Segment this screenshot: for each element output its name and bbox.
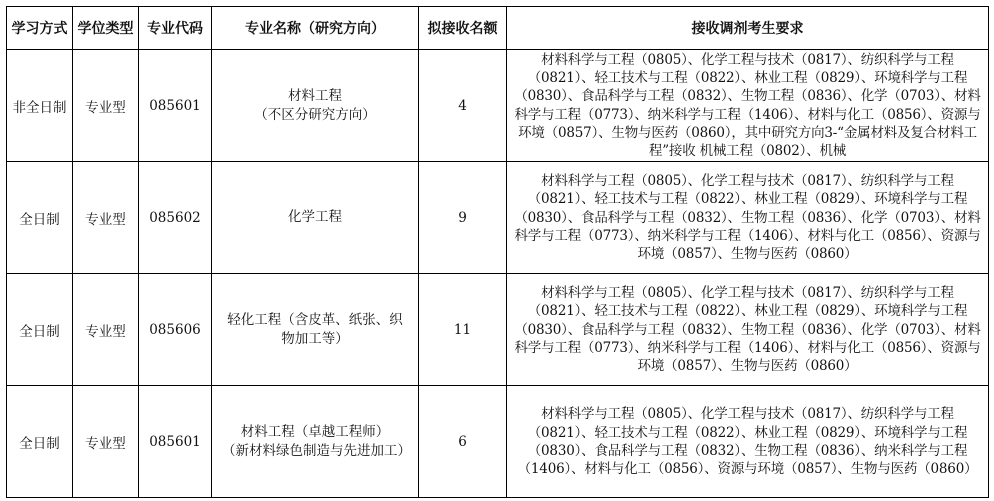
cell-code: 085601 xyxy=(139,50,212,162)
cell-major-name xyxy=(212,386,419,498)
cell-quota: 9 xyxy=(419,162,507,274)
cell-degree-type: 专业型 xyxy=(73,50,139,162)
header-row xyxy=(7,7,989,50)
cell-code: 085606 xyxy=(139,274,212,386)
cell-mode: 全日制 xyxy=(7,386,73,498)
header-quota: 拟接收名额 xyxy=(419,7,507,50)
cell-requirements: 材料科学与工程（0805）、化学工程与技术（0817）、纺织科学与工程（0821）、轻工技术与工程（0822）、林业工程（0829）、环境科学与工程（0830）、食品科学与工程（0832）、生物工程（0836）、化学（0703）、材料科学与工程（0773）、纳米科学与工程（1406）、材料与化工（0856）、资源与环境（0857）、生物与医药（0860） xyxy=(507,162,989,274)
cell-degree-type: 专业型 xyxy=(73,386,139,498)
cell-requirements: 材料科学与工程（0805）、化学工程与技术（0817）、纺织科学与工程（0821）、轻工技术与工程（0822）、林业工程（0829）、环境科学与工程（0830）、食品科学与工程（0832）、生物工程（0836）、化学（0703）、材料科学与工程（0773）、纳米科学与工程（1406）、材料与化工（0856）、资源与环境（0857）、生物与医药（0860） xyxy=(507,274,989,386)
cell-mode: 全日制 xyxy=(7,162,73,274)
major-name-line2: （新材料绿色制造与先进加工） xyxy=(222,442,411,459)
major-name-line2: （不区分研究方向） xyxy=(254,106,376,123)
major-name-line1: 材料工程（卓越工程师） xyxy=(240,424,390,441)
major-name-line1: 化学工程 xyxy=(288,209,342,226)
major-name-line1: 轻化工程（含皮革、纸张、织 xyxy=(227,312,403,329)
major-name-line2: 物加工等） xyxy=(281,330,349,347)
header-code: 专业代码 xyxy=(139,7,212,50)
cell-requirements: 材料科学与工程（0805）、化学工程与技术（0817）、纺织科学与工程（0821）、轻工技术与工程（0822）、林业工程（0829）、环境科学与工程（0830）、食品科学与工程（0832）、生物工程（0836）、化学（0703）、材料科学与工程（0773）、纳米科学与工程（1406）、材料与化工（0856）、资源与环境（0857）、生物与医药（0860），其中研究方向3-“金属材料及复合材料工程”接收 机械工程（0802）、机械 xyxy=(507,50,989,162)
cell-mode: 全日制 xyxy=(7,274,73,386)
table-row xyxy=(7,386,989,498)
cell-major-name xyxy=(212,274,419,386)
cell-degree-type: 专业型 xyxy=(73,162,139,274)
cell-major-name xyxy=(212,162,419,274)
admission-table xyxy=(6,6,989,498)
cell-quota: 4 xyxy=(419,50,507,162)
cell-quota: 6 xyxy=(419,386,507,498)
cell-code: 085602 xyxy=(139,162,212,274)
cell-quota: 11 xyxy=(419,274,507,386)
header-requirements: 接收调剂考生要求 xyxy=(507,7,989,50)
cell-major-name xyxy=(212,50,419,162)
major-name-line1: 材料工程 xyxy=(288,88,342,105)
table-row xyxy=(7,50,989,162)
header-mode: 学习方式 xyxy=(7,7,73,50)
cell-mode: 非全日制 xyxy=(7,50,73,162)
cell-code: 085601 xyxy=(139,386,212,498)
cell-requirements: 材料科学与工程（0805）、化学工程与技术（0817）、纺织科学与工程（0821）、轻工技术与工程（0822）、林业工程（0829）、环境科学与工程（0830）、食品科学与工程（0832）、生物工程（0836）、纳米科学与工程（1406）、材料与化工（0856）、资源与环境（0857）、生物与医药（0860） xyxy=(507,386,989,498)
header-name: 专业名称（研究方向） xyxy=(212,7,419,50)
table-row xyxy=(7,162,989,274)
header-degree-type: 学位类型 xyxy=(73,7,139,50)
cell-degree-type: 专业型 xyxy=(73,274,139,386)
table-row xyxy=(7,274,989,386)
